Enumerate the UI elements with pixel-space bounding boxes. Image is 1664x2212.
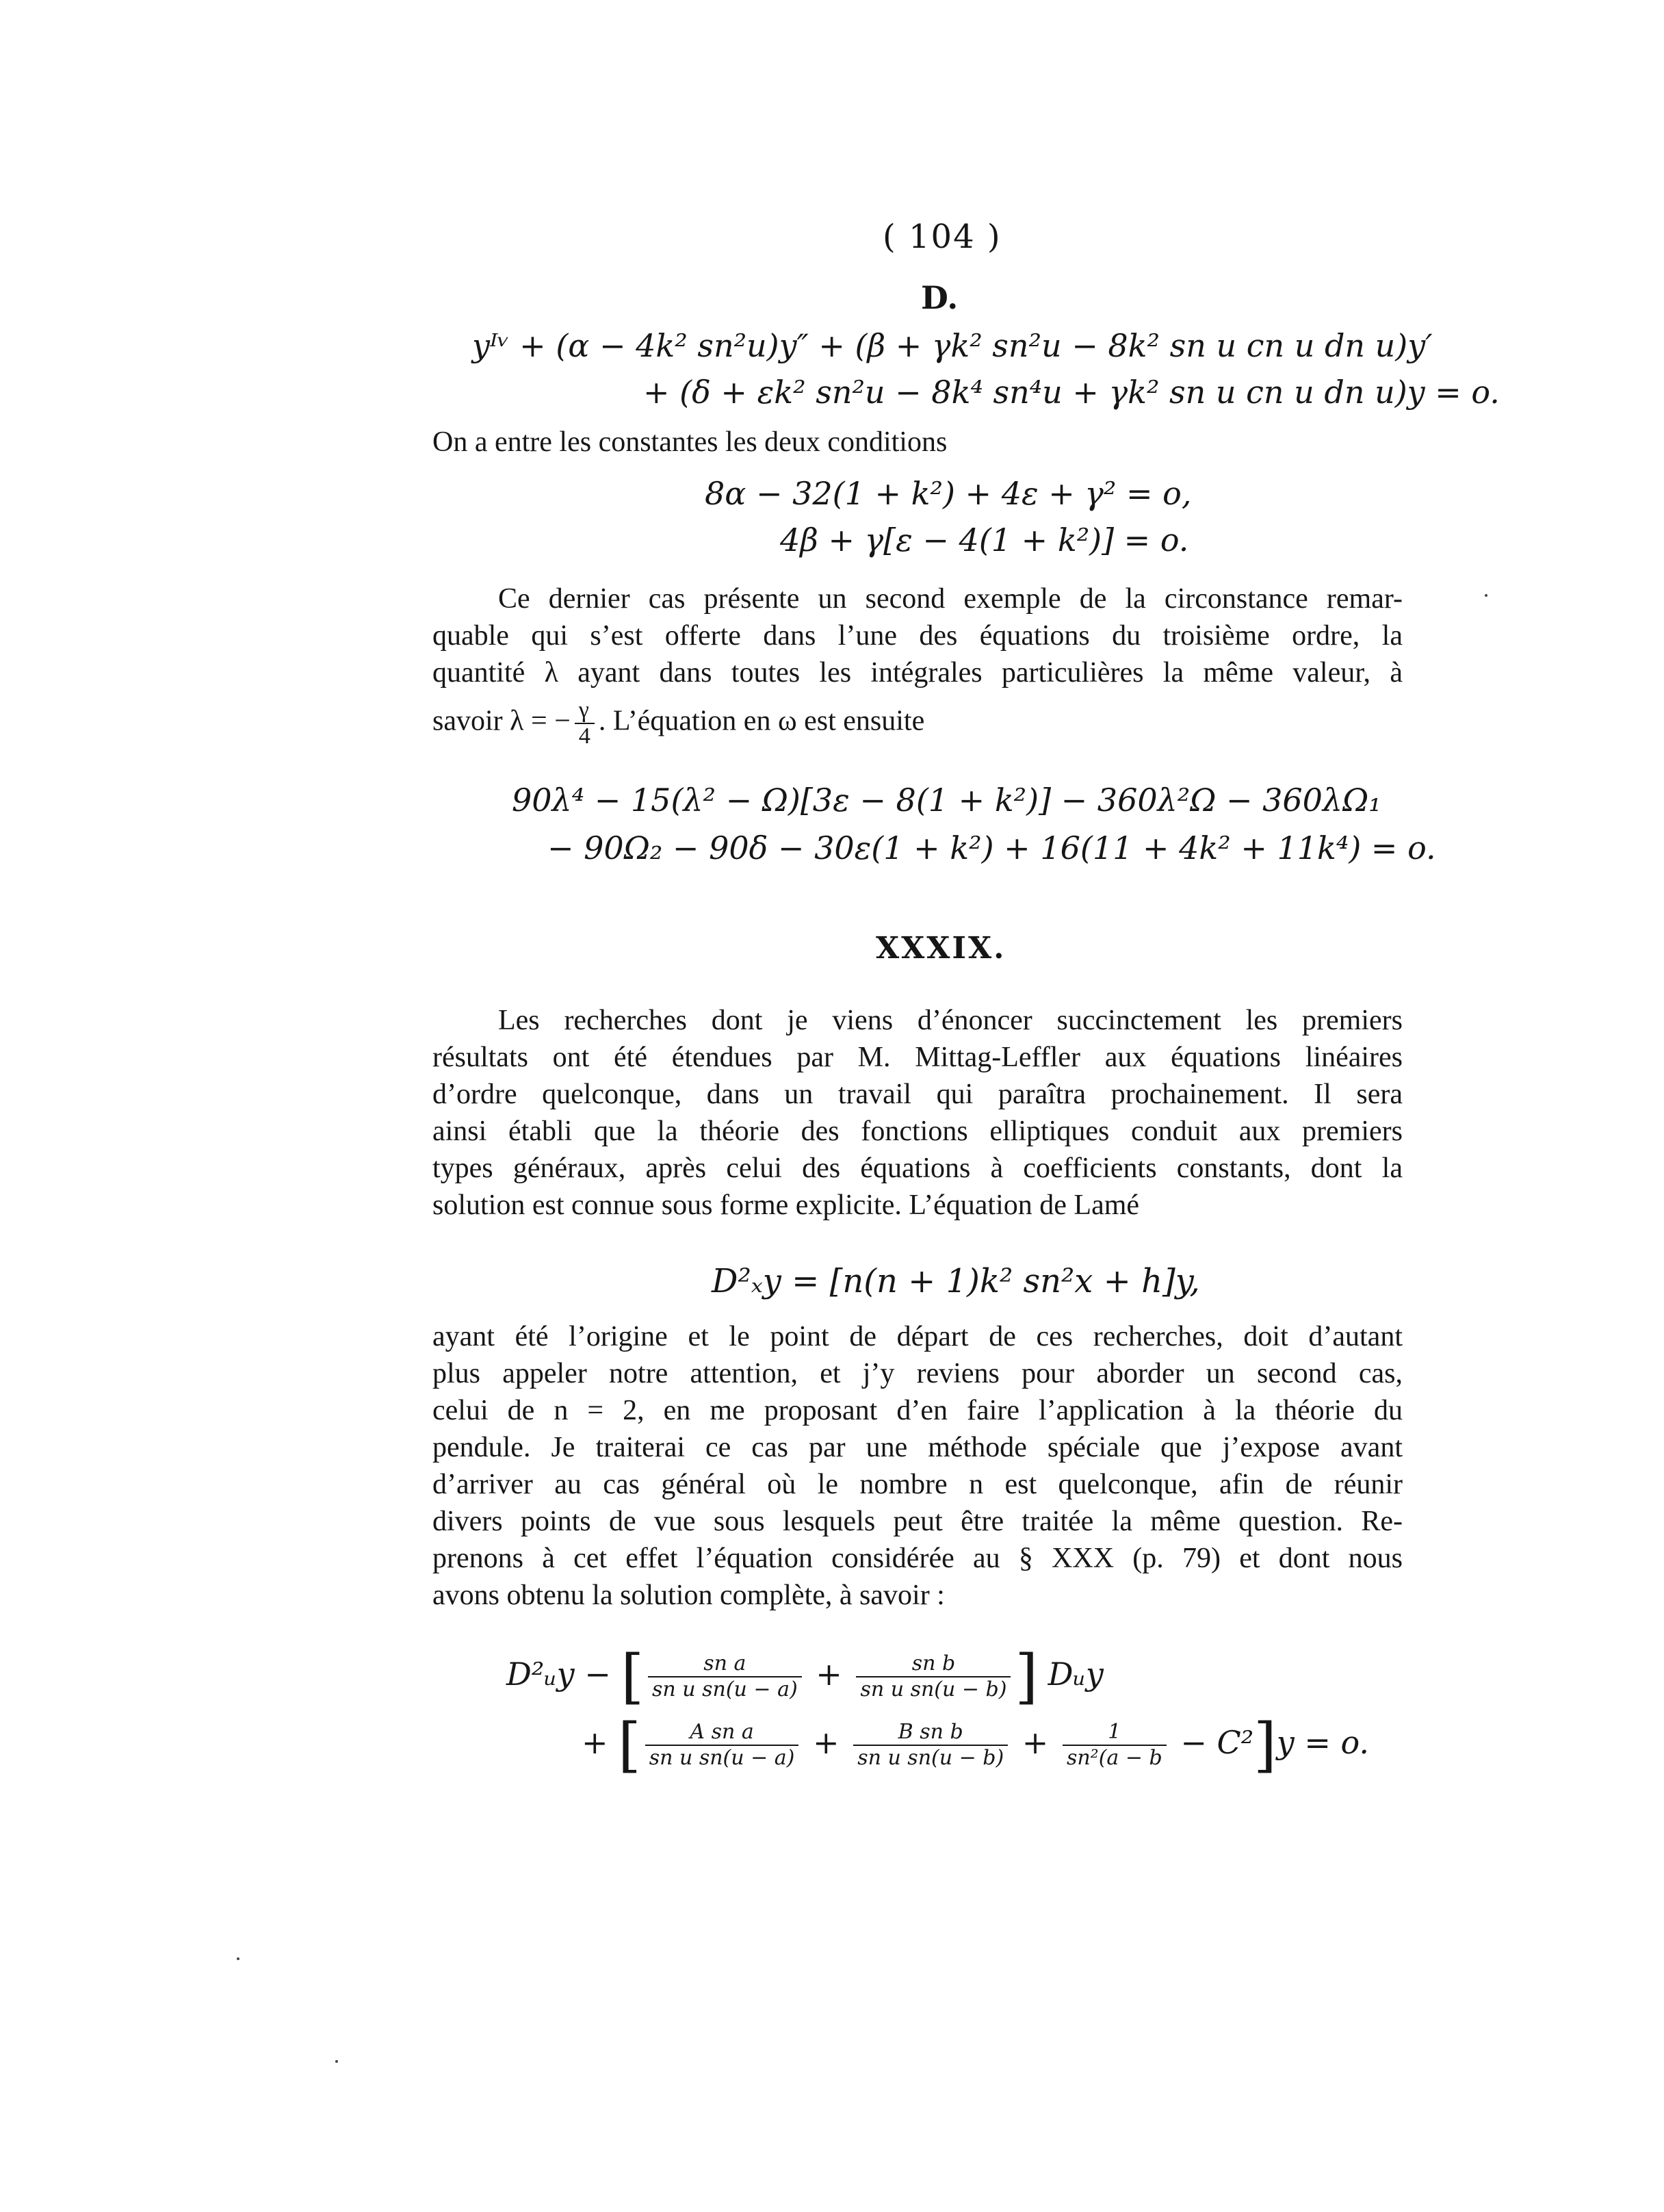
plus-sign: + <box>816 1656 842 1693</box>
close-bracket-glyph: ] <box>1015 1643 1039 1711</box>
fraction-denominator: sn u sn(u − b) <box>856 1676 1011 1702</box>
plus-sign: + <box>1022 1724 1049 1761</box>
paragraph-line: pendule. Je traiterai ce cas par une méthode spéciale que j’expose avant <box>432 1432 1403 1463</box>
fraction-one-over-sn <box>1063 1720 1167 1771</box>
plus-sign: + <box>582 1724 608 1761</box>
paragraph-line: quantité λ ayant dans toutes les intégrales particulières la même valeur, à <box>432 657 1403 689</box>
page-number: ( 104 ) <box>883 218 1002 256</box>
equation-d-line-2: + (δ + εk² sn²u − 8k⁴ sn⁴u + γk² sn u cn u dn u)y = o. <box>643 374 1500 411</box>
section-title: XXXIX. <box>876 931 1006 966</box>
equation-omega-line-1: 90λ⁴ − 15(λ² − Ω)[3ε − 8(1 + k²)] − 360λ²Ω − 360λΩ₁ <box>512 782 1381 819</box>
fraction-numerator: B sn b <box>898 1720 963 1744</box>
lambda-def-text: savoir λ = − <box>432 705 571 737</box>
paragraph-line: Ce dernier cas présente un second exemple de la circonstance remar- <box>498 583 1403 615</box>
paragraph-line: quable qui s’est offerte dans l’une des équations du troisième ordre, la <box>432 620 1403 652</box>
paragraph-line: d’ordre quelconque, dans un travail qui paraîtra prochainement. Il sera <box>432 1079 1403 1110</box>
paragraph-line: plus appeler notre attention, et j’y reviens pour aborder un second cas, <box>432 1358 1403 1389</box>
paragraph-line-with-fraction <box>432 697 1403 749</box>
equation-d-line-1: yᴵᵛ + (α − 4k² sn²u)y″ + (β + γk² sn²u − 8k² sn u cn u dn u)y′ <box>472 327 1433 364</box>
fraction-b-sn-b <box>853 1720 1008 1771</box>
paragraph-line: avons obtenu la solution complète, à savoir : <box>432 1580 945 1611</box>
condition-2: 4β + γ[ε − 4(1 + k²)] = o. <box>780 522 1189 558</box>
paragraph-1 <box>432 580 1403 749</box>
condition-1: 8α − 32(1 + k²) + 4ε + γ² = o, <box>705 475 1192 512</box>
scan-speck <box>335 2060 338 2063</box>
equation-tail: Dᵤy <box>1048 1656 1104 1693</box>
scan-speck <box>237 1957 239 1960</box>
equation-lame: D²ₓy = [n(n + 1)k² sn²x + h]y, <box>712 1262 1200 1300</box>
paragraph-line: ainsi établi que la théorie des fonctions elliptiques conduit aux premiers <box>432 1116 1403 1147</box>
paragraph-line: divers points de vue sous lesquels peut être traitée la même question. Re- <box>432 1506 1403 1537</box>
conditions-intro: On a entre les constantes les deux conditions <box>432 426 948 458</box>
paragraph-3 <box>432 1318 1403 1614</box>
fraction-numerator: γ <box>578 697 589 723</box>
paragraph-line: Les recherches dont je viens d’énoncer succinctement les premiers <box>498 1005 1403 1036</box>
fraction-numerator: A sn a <box>690 1720 754 1744</box>
section-label-d: D. <box>921 279 959 316</box>
fraction-denominator: sn u sn(u − a) <box>648 1676 802 1702</box>
equation-final-line-2 <box>582 1711 1369 1779</box>
fraction-sn-a <box>648 1651 802 1702</box>
plus-sign: + <box>813 1724 840 1761</box>
paragraph-2 <box>432 1002 1403 1224</box>
paragraph-line: solution est connue sous forme explicite. L’équation de Lamé <box>432 1189 1140 1221</box>
fraction-denominator: 4 <box>575 723 595 749</box>
omega-intro-text: . L’équation en ω est ensuite <box>598 705 925 737</box>
fraction-numerator: sn a <box>703 1651 746 1675</box>
equation-lead: D²ᵤy − <box>506 1656 611 1693</box>
equation-tail: − C² <box>1180 1724 1254 1761</box>
scan-speck <box>1485 594 1487 597</box>
fraction-sn-b <box>856 1651 1011 1702</box>
open-bracket-glyph: [ <box>618 1711 641 1779</box>
fraction-denominator: sn u sn(u − a) <box>645 1745 799 1771</box>
equation-final-line-1 <box>506 1643 1104 1711</box>
close-bracket-glyph: ] <box>1253 1711 1277 1779</box>
fraction-denominator: sn u sn(u − b) <box>853 1745 1008 1771</box>
gamma-over-four-fraction <box>575 698 595 749</box>
fraction-denominator: sn²(a − b <box>1063 1745 1167 1771</box>
paragraph-line: ayant été l’origine et le point de départ de ces recherches, doit d’autant <box>432 1321 1403 1352</box>
paragraph-line: celui de n = 2, en me proposant d’en faire l’application à la théorie du <box>432 1395 1403 1426</box>
open-bracket-glyph: [ <box>621 1643 645 1711</box>
equation-end: y = o. <box>1276 1724 1370 1761</box>
paragraph-line: résultats ont été étendues par M. Mittag-Leffler aux équations linéaires <box>432 1042 1403 1073</box>
fraction-numerator: 1 <box>1108 1720 1121 1744</box>
fraction-a-sn-a <box>645 1720 799 1771</box>
paragraph-line: types généraux, après celui des équations à coefficients constants, dont la <box>432 1153 1403 1184</box>
paragraph-line: prenons à cet effet l’équation considérée au § XXX (p. 79) et dont nous <box>432 1543 1403 1574</box>
paragraph-line: d’arriver au cas général où le nombre n est quelconque, afin de réunir <box>432 1469 1403 1500</box>
equation-omega-line-2: − 90Ω₂ − 90δ − 30ε(1 + k²) + 16(11 + 4k² + 11k⁴) = o. <box>547 830 1436 866</box>
fraction-numerator: sn b <box>911 1651 956 1675</box>
